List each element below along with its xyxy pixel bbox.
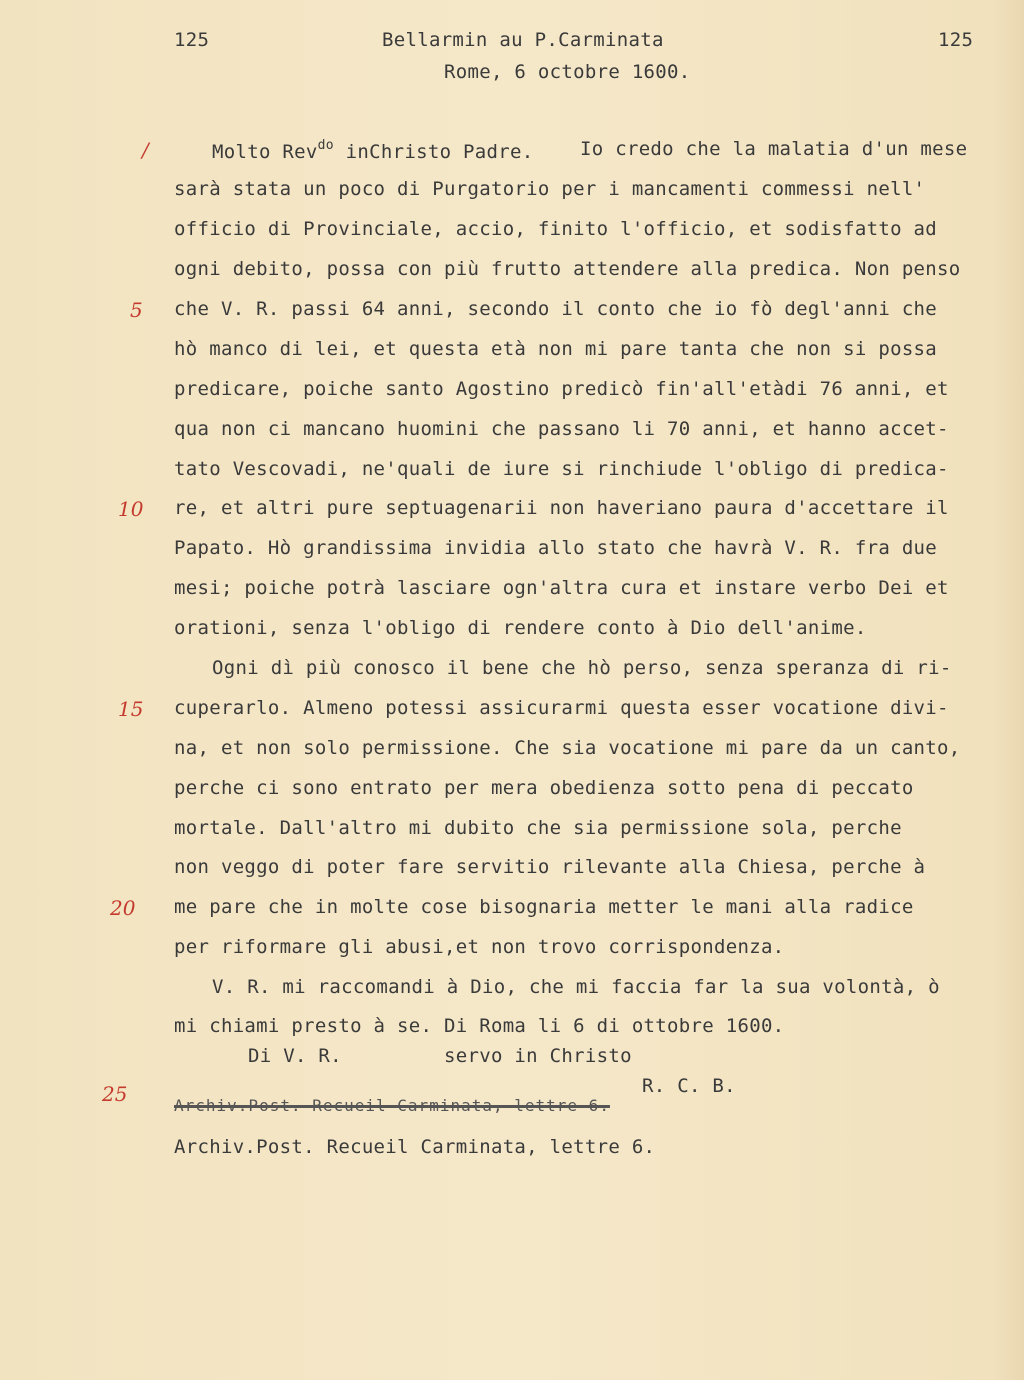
margin-number-25: 25 (102, 1082, 128, 1106)
text-line: V. R. mi raccomandi à Dio, che mi faccia far la sua volontà, ò (212, 976, 940, 998)
document-title: Bellarmin au P.Carminata (382, 29, 664, 51)
text-line: qua non ci mancano huomini che passano li 70 anni, et hanno accet- (174, 418, 949, 440)
struck-out-line: Archiv.Post. Recueil Carminata, lettre 6. (174, 1096, 610, 1115)
salutation-superscript: do (317, 138, 334, 153)
text-line: mesi; poiche potrà lasciare ogn'altra cura et instare verbo Dei et (174, 577, 949, 599)
signature: R. C. B. (642, 1075, 736, 1097)
text-line: perche ci sono entrato per mera obedienza sotto pena di peccato (174, 777, 914, 799)
text-line: me pare che in molte cose bisognaria metter le mani alla radice (174, 896, 914, 918)
margin-number-10: 10 (118, 497, 144, 521)
text-line: che V. R. passi 64 anni, secondo il conto che io fò degl'anni che (174, 298, 938, 320)
page-number-left: 125 (174, 29, 210, 51)
text-line: tato Vescovadi, ne'quali de iure si rinchiude l'obligo di predica- (174, 458, 949, 480)
text-line: officio di Provinciale, accio, finito l'officio, et sodisfatto ad (174, 218, 938, 240)
text-line: Ogni dì più conosco il bene che hò perso, senza speranza di ri- (212, 657, 952, 679)
text-line: non veggo di poter fare servitio rilevante alla Chiesa, perche à (174, 856, 926, 878)
salutation-before: Molto Rev (212, 141, 318, 163)
text-line: predicare, poiche santo Agostino predicò fin'all'etàdi 76 anni, et (174, 378, 949, 400)
archive-reference: Archiv.Post. Recueil Carminata, lettre 6. (174, 1136, 656, 1158)
margin-number-20: 20 (110, 896, 136, 920)
margin-number-5: 5 (130, 298, 143, 322)
closing-servo: servo in Christo (444, 1045, 632, 1067)
text-line: mi chiami presto à se. Di Roma li 6 di ottobre 1600. (174, 1015, 785, 1037)
margin-number-15: 15 (118, 697, 144, 721)
text-line: per riformare gli abusi,et non trovo corrispondenza. (174, 936, 785, 958)
place-date: Rome, 6 octobre 1600. (444, 61, 691, 83)
text-line: na, et non solo permissione. Che sia vocatione mi pare da un canto, (174, 737, 961, 759)
page-number-right: 125 (938, 29, 974, 51)
text-line: sarà stata un poco di Purgatorio per i mancamenti commessi nell' (174, 178, 926, 200)
text-line: ogni debito, possa con più frutto attendere alla predica. Non penso (174, 258, 961, 280)
salutation-line (212, 138, 533, 163)
closing-di-vr: Di V. R. (248, 1045, 342, 1067)
text-line: cuperarlo. Almeno potessi assicurarmi questa esser vocatione divi- (174, 697, 949, 719)
salutation-after: inChristo Padre. (333, 141, 534, 163)
text-line: hò manco di lei, et questa età non mi pare tanta che non si possa (174, 338, 938, 360)
text-line: re, et altri pure septuagenarii non haveriano paura d'accettare il (174, 497, 949, 519)
text-line: orationi, senza l'obligo di rendere conto à Dio dell'anime. (174, 617, 867, 639)
text-line: mortale. Dall'altro mi dubito che sia permissione sola, perche (174, 817, 902, 839)
text-line: Papato. Hò grandissima invidia allo stato che havrà V. R. fra due (174, 537, 938, 559)
margin-number-1: / (142, 138, 149, 162)
salutation-rest: Io credo che la malatia d'un mese (580, 138, 968, 160)
